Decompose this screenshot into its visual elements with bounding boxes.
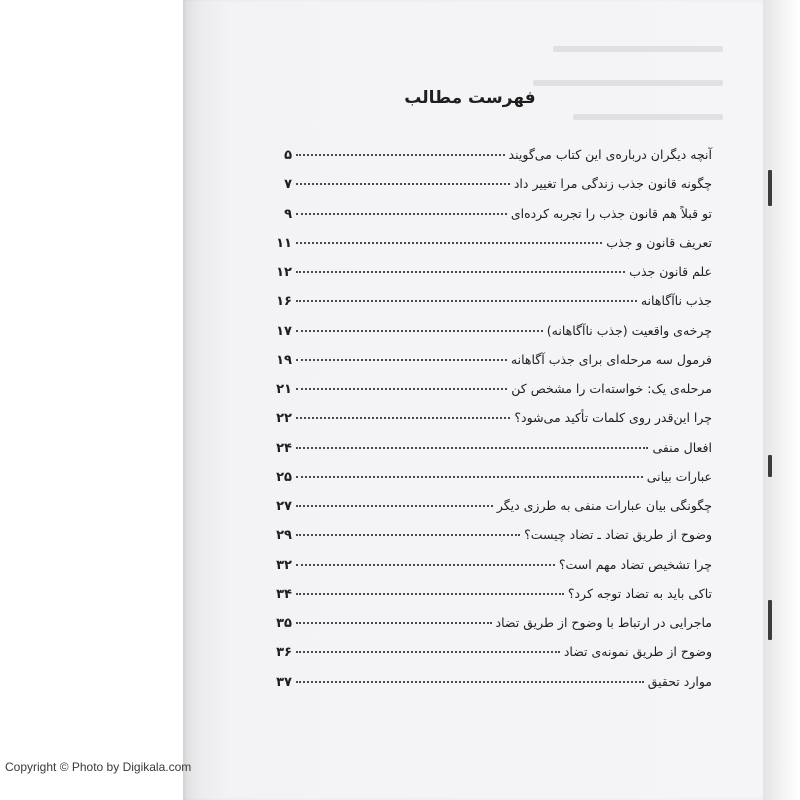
toc-entry-title: ماجرایی در ارتباط با وضوح از طریق تضاد [495, 615, 712, 630]
toc-entry-title: چگونه قانون جذب زندگی مرا تغییر داد [513, 176, 712, 192]
dot-leader [296, 330, 543, 332]
dot-leader [296, 271, 625, 273]
toc-entry [262, 527, 712, 556]
copyright-watermark: Copyright © Photo by Digikala.com [5, 760, 192, 774]
toc-entry [262, 498, 712, 527]
toc-entry-page-number: ۱۱ [276, 235, 292, 251]
dot-leader [296, 622, 492, 624]
dot-leader [296, 564, 555, 566]
toc-entry-page-number: ۲۵ [276, 469, 292, 485]
bleed-through-text [573, 114, 723, 120]
bleed-through-text [533, 80, 723, 86]
toc-entry [262, 323, 712, 352]
toc-entry-page-number: ۱۷ [276, 323, 292, 339]
table-of-contents [262, 147, 712, 703]
toc-entry [262, 615, 712, 644]
toc-entry-page-number: ۲۹ [276, 528, 292, 544]
dot-leader [296, 681, 644, 683]
toc-entry [262, 293, 712, 322]
toc-entry-page-number: ۳۷ [276, 674, 292, 690]
toc-entry [262, 644, 712, 673]
toc-entry [262, 235, 712, 264]
toc-entry-title: چرا این‌قدر روی کلمات تأکید می‌شود؟ [514, 410, 712, 426]
dot-leader [296, 183, 510, 185]
dot-leader [296, 388, 507, 390]
dot-leader [296, 213, 507, 215]
toc-entry [262, 674, 712, 703]
dot-leader [296, 447, 648, 449]
dot-leader [296, 417, 510, 419]
toc-entry-title: عبارات بیانی [646, 468, 712, 484]
toc-entry [262, 176, 712, 205]
dot-leader [296, 242, 602, 244]
dot-leader [296, 154, 505, 156]
toc-entry-page-number: ۵ [284, 148, 292, 163]
toc-entry-page-number: ۳۶ [276, 645, 292, 661]
dot-leader [296, 593, 564, 595]
dot-leader [296, 476, 643, 478]
dot-leader [296, 300, 637, 302]
toc-entry-title: موارد تحقیق [647, 673, 712, 689]
toc-entry-page-number: ۲۷ [276, 499, 292, 514]
toc-entry-title: چرا تشخیص تضاد مهم است؟ [558, 556, 712, 572]
dot-leader [296, 651, 560, 653]
page-edge-mark [768, 170, 772, 206]
page-edge [763, 0, 800, 800]
toc-entry [262, 206, 712, 235]
toc-entry [262, 410, 712, 439]
toc-entry-title: تاکی باید به تضاد توجه کرد؟ [567, 585, 712, 601]
toc-entry [262, 352, 712, 381]
toc-entry-title: چرخه‌ی واقعیت (جذب ناآگاهانه) [546, 322, 712, 338]
dot-leader [296, 359, 507, 361]
toc-entry-page-number: ۷ [284, 177, 292, 193]
toc-entry-page-number: ۳۵ [276, 616, 292, 631]
toc-entry-title: علم قانون جذب [629, 264, 712, 279]
toc-entry [262, 264, 712, 293]
toc-entry-page-number: ۲۴ [276, 440, 292, 456]
dot-leader [296, 505, 493, 507]
dot-leader [296, 534, 520, 536]
toc-entry [262, 381, 712, 410]
page-edge-mark [768, 600, 772, 640]
toc-entry-page-number: ۳۲ [276, 557, 292, 573]
toc-entry-page-number: ۳۴ [276, 586, 292, 602]
toc-entry-title: تو قبلاً هم قانون جذب را تجربه کرده‌ای [510, 205, 712, 221]
toc-entry-title: افعال منفی [652, 439, 712, 455]
toc-entry [262, 469, 712, 498]
toc-entry [262, 586, 712, 615]
toc-entry-title: مرحله‌ی یک: خواسته‌ات را مشخص کن [511, 381, 712, 396]
toc-entry-title: چگونگی بیان عبارات منفی به طرزی دیگر [496, 498, 712, 513]
toc-entry-title: فرمول سه مرحله‌ای برای جذب آگاهانه [510, 351, 712, 367]
toc-entry-title: آنچه دیگران درباره‌ی این کتاب می‌گویند [508, 147, 712, 162]
toc-entry-page-number: ۲۱ [276, 382, 292, 397]
page-edge-mark [768, 455, 772, 477]
toc-entry [262, 147, 712, 176]
toc-entry-page-number: ۲۲ [276, 411, 292, 427]
toc-entry-title: وضوح از طریق تضاد ـ تضاد چیست؟ [524, 527, 712, 543]
toc-entry [262, 557, 712, 586]
toc-entry-page-number: ۱۶ [276, 294, 292, 310]
toc-title: فهرست مطالب [404, 88, 536, 108]
bleed-through-text [553, 46, 723, 52]
toc-entry-title: تعریف قانون و جذب [606, 234, 712, 250]
toc-entry [262, 440, 712, 469]
toc-entry-page-number: ۹ [284, 206, 292, 222]
toc-entry-title: وضوح از طریق نمونه‌ی تضاد [563, 644, 712, 660]
toc-entry-page-number: ۱۹ [276, 352, 292, 368]
toc-entry-title: جذب ناآگاهانه [640, 293, 712, 309]
toc-entry-page-number: ۱۲ [276, 265, 292, 280]
